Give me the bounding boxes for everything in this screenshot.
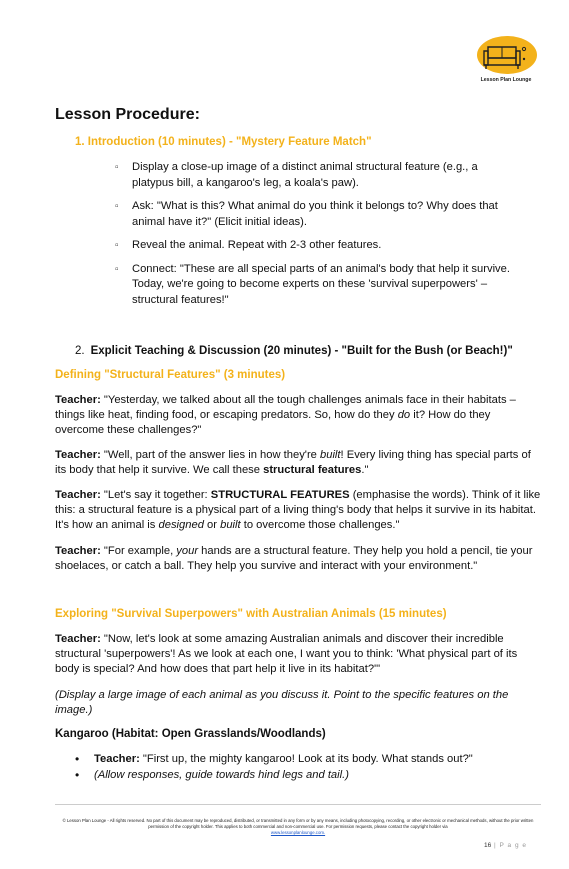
bullet-marker-icon: ▫ [115,263,119,275]
list-item [115,160,520,191]
teacher-paragraph-1 [55,393,541,438]
list-item-text: Connect: "These are all special parts of an animal's body that help it survive. Today, we're going to become experts on these 'survival superpowers' – structural features!" [132,262,510,306]
section-2-title [75,345,513,357]
page-title: Lesson Procedure: [55,106,200,123]
teacher-label: Teacher: [55,394,101,406]
teacher-label: Teacher: [55,633,101,645]
list-item [115,262,520,309]
list-item-text: Reveal the animal. Repeat with 2-3 other features. [132,239,382,251]
paragraph-text: "For example, [100,545,177,557]
teacher-label: Teacher: [55,489,101,501]
section-2-title-text: Explicit Teaching & Discussion (20 minutes) - "Built for the Bush (or Beach!)" [90,345,513,357]
teacher-label: Teacher: [94,753,140,765]
list-item-text: Display a close-up image of a distinct animal structural feature (e.g., a platypus bill, a kangaroo's leg, a koala's paw). [132,161,478,189]
paragraph-text: (emphasise the words). Think of it like this: a structural feature is a physical part of a living thing's body that helps it survive in its habitat. It's how an animal is [55,489,541,531]
list-item [115,199,520,230]
paragraph-text: ! Every living thing has special parts of its body that help it survive. We call these [55,449,531,476]
emphasis-text: do [397,409,411,421]
copyright-text: © Lesson Plan Lounge - All rights reserved. No part of this document may be reproduced, distributed, or transmitted in any form or by any means, including photocopying, recording, or other electronic or mechanical methods, without the prior written permission of the copyright holder. This applies to both commercial and non-commercial use. For permission requests, please contact the copyright holder via [62,818,534,830]
page-number-value: 16 [484,842,492,849]
bullet-marker-icon: ▫ [115,201,119,212]
emphasis-text: your [176,545,199,557]
list-item [115,238,520,254]
paragraph-text: to overcome those challenges." [240,519,400,531]
lesson-plan-lounge-logo [474,35,538,87]
logo-text: Lesson Plan Lounge [480,77,532,83]
paragraph-text: or [203,519,221,531]
strong-text: structural features [263,464,362,476]
teacher-paragraph-3 [55,488,541,533]
paragraph-text: "Now, let's look at some amazing Australian animals and discover their incredible structural 'superpowers'! As we look at each one, I want you to think: 'What physical part of its body is special? And how does that part help it live in its habitat?'" [55,633,518,675]
instruction-paragraph [55,688,541,718]
kangaroo-heading: Kangaroo (Habitat: Open Grasslands/Woodlands) [55,728,326,740]
paragraph-text: ." [361,464,369,476]
list-item [75,768,535,784]
page-label: | P a g e [491,842,528,849]
bullet-marker-icon: ▫ [115,162,119,173]
paragraph-text: "Yesterday, we talked about all the tough challenges animals face in their habitats – things like heat, finding food, or escaping predators. So, how do they [55,394,516,421]
kangaroo-bullet-list [75,752,535,783]
footer-divider [55,804,541,805]
teacher-paragraph-5 [55,632,541,677]
section-1-bullet-list [115,160,520,316]
bullet-dot-icon: • [75,767,80,782]
list-item-text: (Allow responses, guide towards hind legs and tail.) [94,768,349,781]
teacher-label: Teacher: [55,545,101,557]
list-item-text: "First up, the mighty kangaroo! Look at its body. What stands out?" [139,753,473,765]
teacher-paragraph-2 [55,448,541,478]
teacher-paragraph-4 [55,544,541,574]
subheading-exploring: Exploring "Survival Superpowers" with Australian Animals (15 minutes) [55,608,447,620]
sofa-logo-icon [474,35,538,79]
copyright-footer [58,818,538,837]
page-number [484,842,527,849]
website-link[interactable]: www.lessonplanlounge.com. [270,830,326,836]
paragraph-text: "Well, part of the answer lies in how they're [100,449,320,461]
emphasis-text: designed [158,519,204,531]
paragraph-text: "Let's say it together: [100,489,211,501]
teacher-label: Teacher: [55,449,101,461]
instruction-text: (Display a large image of each animal as you discuss it. Point to the specific features on the image.) [55,689,509,716]
section-1-title: 1. Introduction (10 minutes) - "Mystery Feature Match" [75,136,372,148]
emphasis-text: built [320,449,341,461]
strong-text: STRUCTURAL FEATURES [210,489,350,501]
bullet-dot-icon: • [75,752,80,766]
subheading-defining: Defining "Structural Features" (3 minutes) [55,369,286,381]
bullet-marker-icon: ▫ [115,240,119,251]
list-item [75,752,535,768]
list-item-text: Ask: "What is this? What animal do you think it belongs to? Why does that animal have it?" (Elicit initial ideas). [132,200,498,228]
section-2-number: 2. [75,345,85,357]
paragraph-text: it? How do they overcome these challenges?" [55,409,491,436]
emphasis-text: built [220,519,241,531]
paragraph-text: hands are a structural feature. They help you hold a pencil, tie your shoelaces, or catch a ball. They help you survive and interact with your environment." [55,545,533,572]
